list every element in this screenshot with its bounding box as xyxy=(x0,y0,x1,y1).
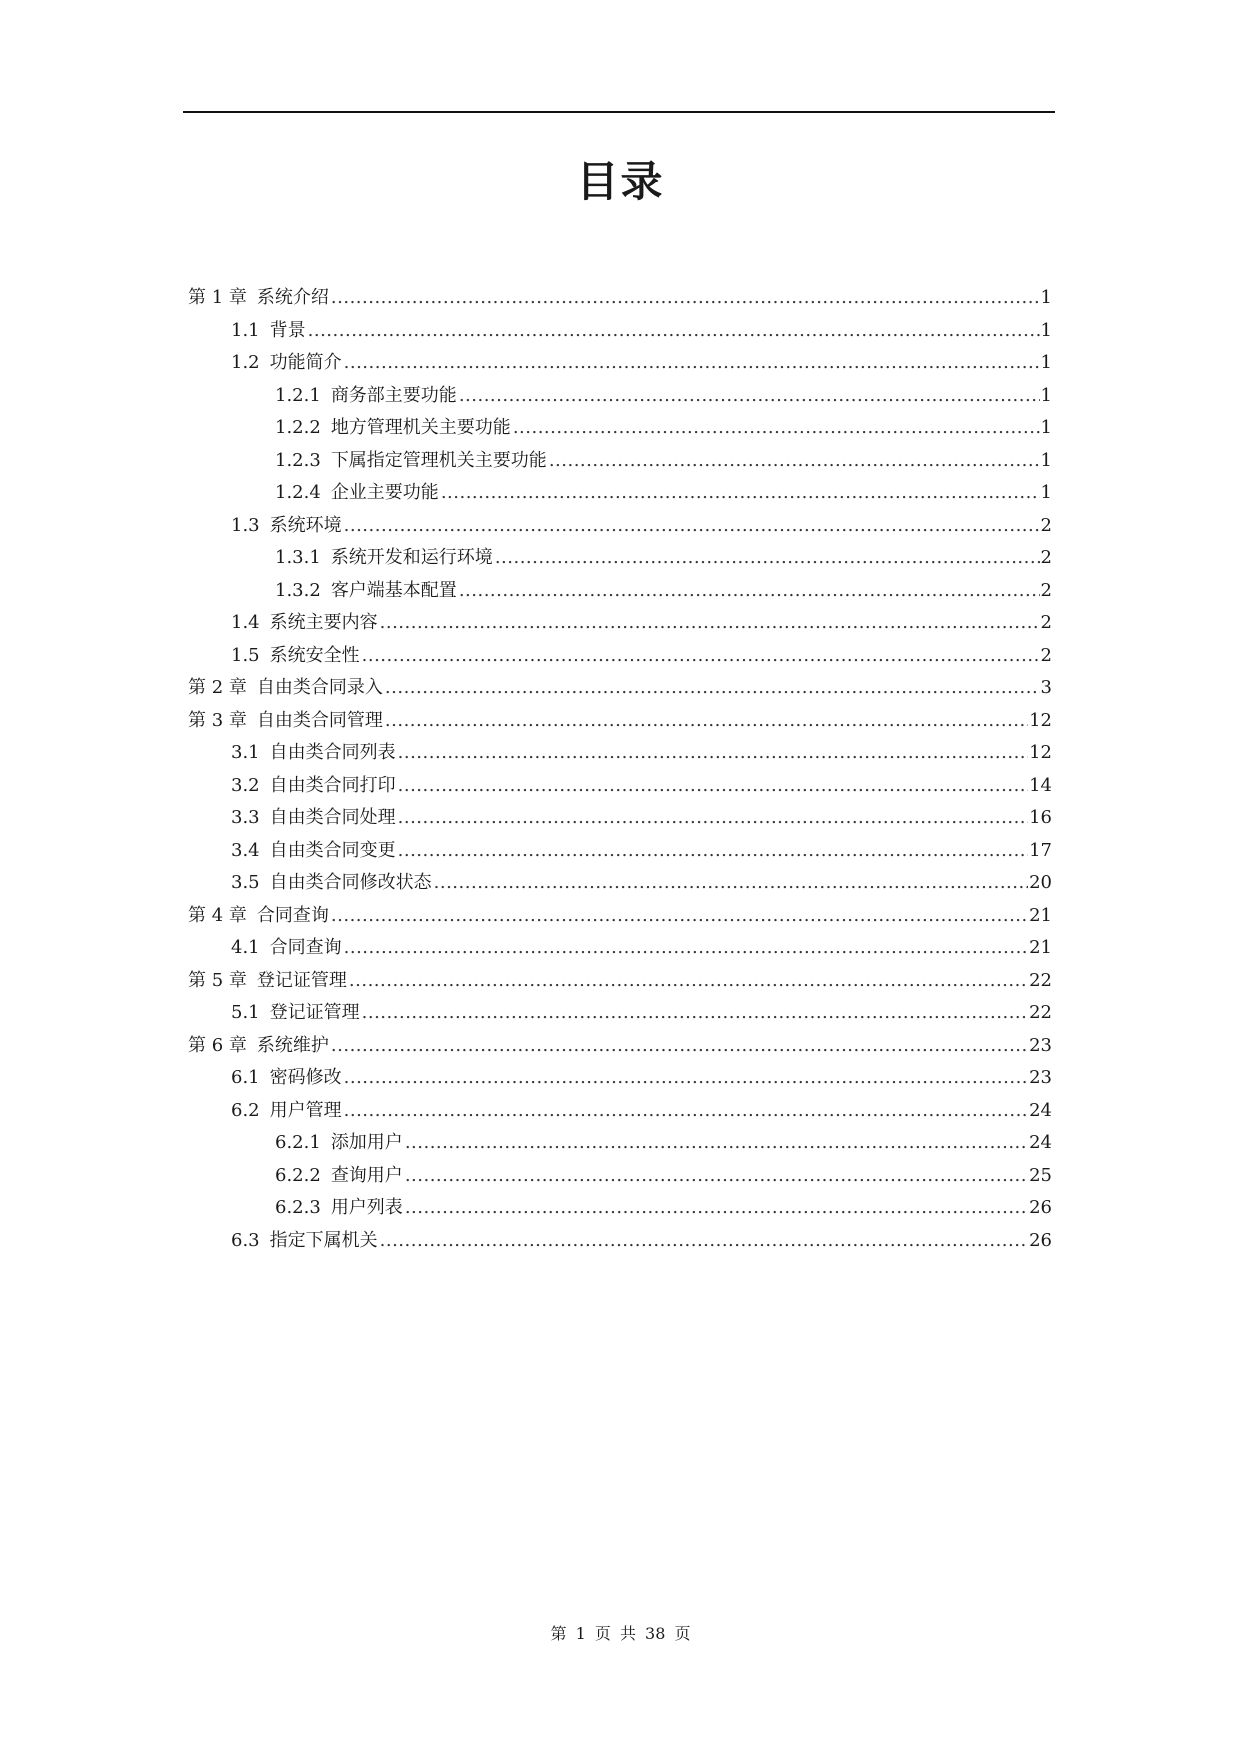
dot-leader xyxy=(434,867,1028,900)
toc-entry-page: 22 xyxy=(1029,969,1052,991)
dot-leader xyxy=(308,315,1040,348)
dot-leader xyxy=(405,1127,1028,1160)
toc-entry-page: 1 xyxy=(1040,352,1052,373)
toc-entry-page: 26 xyxy=(1029,1197,1052,1218)
toc-entry-title: 系统维护 xyxy=(256,1034,329,1056)
toc-entry-page: 1 xyxy=(1040,287,1052,308)
toc-entry-title: 登记证管理 xyxy=(269,1002,360,1023)
toc-entry-number: 3.1 xyxy=(231,742,260,763)
toc-entry-title: 自由类合同列表 xyxy=(269,742,396,763)
toc-entry[interactable] xyxy=(188,672,1052,705)
toc-entry-page: 25 xyxy=(1029,1164,1052,1186)
dot-leader xyxy=(380,607,1040,640)
toc-entry-number: 第 1 章 xyxy=(188,287,247,308)
toc-entry-number: 3.3 xyxy=(231,807,260,828)
toc-entry[interactable] xyxy=(188,1095,1052,1128)
toc-entry-page: 20 xyxy=(1029,872,1052,893)
toc-entry-title: 自由类合同修改状态 xyxy=(269,872,432,893)
toc-entry[interactable] xyxy=(188,477,1052,510)
toc-entry-number: 第 6 章 xyxy=(188,1034,247,1056)
header-rule xyxy=(183,111,1055,113)
dot-leader xyxy=(398,835,1028,868)
toc-entry[interactable] xyxy=(188,867,1052,900)
toc-entry-page: 12 xyxy=(1029,709,1052,731)
toc-entry[interactable] xyxy=(188,575,1052,608)
toc-entry-page: 21 xyxy=(1029,937,1052,958)
toc-entry-page: 1 xyxy=(1040,384,1052,406)
dot-leader xyxy=(385,705,1028,738)
toc-entry-title: 用户列表 xyxy=(330,1197,403,1218)
toc-entry-number: 6.2 xyxy=(231,1099,260,1121)
toc-entry-page: 22 xyxy=(1029,1002,1052,1023)
toc-entry-page: 14 xyxy=(1029,774,1052,796)
toc-entry-number: 1.2.2 xyxy=(275,417,321,438)
dot-leader xyxy=(459,575,1040,608)
toc-entry-page: 2 xyxy=(1040,547,1052,568)
toc-entry-number: 第 5 章 xyxy=(188,969,247,991)
dot-leader xyxy=(380,1225,1028,1258)
toc-entry[interactable] xyxy=(188,380,1052,413)
toc-entry[interactable] xyxy=(188,770,1052,803)
toc-entry-number: 第 2 章 xyxy=(188,677,247,698)
toc-entry-title: 密码修改 xyxy=(269,1067,342,1088)
toc-entry-number: 3.5 xyxy=(231,872,260,893)
toc-entry[interactable] xyxy=(188,997,1052,1030)
toc-entry-page: 24 xyxy=(1029,1132,1052,1153)
toc-entry-title: 自由类合同处理 xyxy=(269,807,396,828)
toc-entry[interactable] xyxy=(188,640,1052,673)
toc-entry[interactable] xyxy=(188,282,1052,315)
toc-entry-number: 1.2.1 xyxy=(275,384,321,406)
toc-entry-page: 1 xyxy=(1040,449,1052,471)
dot-leader xyxy=(344,1095,1028,1128)
toc-entry-title: 功能简介 xyxy=(269,352,342,373)
toc-entry[interactable] xyxy=(188,347,1052,380)
dot-leader xyxy=(331,282,1040,315)
toc-entry-title: 系统开发和运行环境 xyxy=(330,547,493,568)
dot-leader xyxy=(405,1160,1028,1193)
toc-entry[interactable] xyxy=(188,705,1052,738)
dot-leader xyxy=(513,412,1040,445)
toc-entry-title: 用户管理 xyxy=(269,1099,342,1121)
toc-entry-title: 系统安全性 xyxy=(269,644,360,666)
toc-entry-title: 系统主要内容 xyxy=(269,612,378,633)
toc-entry-page: 23 xyxy=(1029,1034,1052,1056)
toc-entry[interactable] xyxy=(188,1225,1052,1258)
dot-leader xyxy=(459,380,1040,413)
page-footer: 第 1 页 共 38 页 xyxy=(550,1624,691,1643)
toc-entry-number: 5.1 xyxy=(231,1002,260,1023)
toc-entry-number: 1.2.3 xyxy=(275,449,321,471)
dot-leader xyxy=(331,900,1028,933)
dot-leader xyxy=(495,542,1040,575)
toc-entry-title: 自由类合同管理 xyxy=(256,709,383,731)
dot-leader xyxy=(398,770,1028,803)
toc-entry[interactable] xyxy=(188,802,1052,835)
toc-entry-title: 自由类合同变更 xyxy=(269,839,396,861)
page-title: 目录 xyxy=(576,157,665,206)
toc-entry-number: 1.5 xyxy=(231,644,260,666)
dot-leader xyxy=(344,510,1040,543)
dot-leader xyxy=(362,997,1028,1030)
toc-entry-number: 6.2.3 xyxy=(275,1197,321,1218)
toc-entry-title: 自由类合同打印 xyxy=(269,774,396,796)
toc-entry-page: 17 xyxy=(1029,839,1052,861)
dot-leader xyxy=(344,932,1028,965)
toc-entry-title: 商务部主要功能 xyxy=(330,384,457,406)
dot-leader xyxy=(441,477,1040,510)
toc-entry-title: 客户端基本配置 xyxy=(330,579,457,601)
dot-leader xyxy=(362,640,1040,673)
toc-entry-number: 1.2 xyxy=(231,352,260,373)
toc-entry[interactable] xyxy=(188,542,1052,575)
toc-entry-page: 26 xyxy=(1029,1229,1052,1251)
toc-entry[interactable] xyxy=(188,1160,1052,1193)
toc-entry-title: 合同查询 xyxy=(256,904,329,926)
toc-entry-number: 第 3 章 xyxy=(188,709,247,731)
toc-entry-number: 1.2.4 xyxy=(275,482,321,503)
toc-entry-number: 1.4 xyxy=(231,612,260,633)
toc-entry-title: 添加用户 xyxy=(330,1132,403,1153)
toc-entry-title: 指定下属机关 xyxy=(269,1229,378,1251)
toc-entry-title: 背景 xyxy=(269,319,306,341)
toc-entry-page: 1 xyxy=(1040,482,1052,503)
toc-entry-page: 2 xyxy=(1040,579,1052,601)
toc-entry-number: 3.2 xyxy=(231,774,260,796)
dot-leader xyxy=(349,965,1028,998)
toc-entry-number: 6.3 xyxy=(231,1229,260,1251)
toc-entry[interactable] xyxy=(188,607,1052,640)
toc-entry-page: 1 xyxy=(1040,417,1052,438)
dot-leader xyxy=(398,802,1028,835)
toc-entry[interactable] xyxy=(188,510,1052,543)
toc-entry-title: 合同查询 xyxy=(269,937,342,958)
dot-leader xyxy=(549,445,1040,478)
toc-entry-title: 自由类合同录入 xyxy=(256,677,383,698)
toc-entry[interactable] xyxy=(188,900,1052,933)
toc-entry-title: 下属指定管理机关主要功能 xyxy=(330,449,547,471)
toc-entry-number: 6.2.1 xyxy=(275,1132,321,1153)
toc-entry-number: 6.1 xyxy=(231,1067,260,1088)
toc-entry-title: 登记证管理 xyxy=(256,969,347,991)
toc-entry-page: 2 xyxy=(1040,514,1052,536)
toc-entry-number: 4.1 xyxy=(231,937,260,958)
toc-entry-number: 3.4 xyxy=(231,839,260,861)
toc-entry[interactable] xyxy=(188,1192,1052,1225)
dot-leader xyxy=(398,737,1028,770)
toc-entry-number: 1.3.1 xyxy=(275,547,321,568)
toc-entry-title: 企业主要功能 xyxy=(330,482,439,503)
toc-entry[interactable] xyxy=(188,1062,1052,1095)
toc-entry[interactable] xyxy=(188,835,1052,868)
toc-entry-number: 第 4 章 xyxy=(188,904,247,926)
toc-entry[interactable] xyxy=(188,1030,1052,1063)
dot-leader xyxy=(331,1030,1028,1063)
toc-entry[interactable] xyxy=(188,445,1052,478)
toc-entry-page: 3 xyxy=(1040,677,1052,698)
toc-entry[interactable] xyxy=(188,412,1052,445)
dot-leader xyxy=(385,672,1040,705)
toc-entry-title: 系统介绍 xyxy=(256,287,329,308)
toc-entry-page: 1 xyxy=(1040,319,1052,341)
toc-entry-number: 1.3 xyxy=(231,514,260,536)
dot-leader xyxy=(344,1062,1028,1095)
toc-entry[interactable] xyxy=(188,932,1052,965)
toc-entry-number: 1.3.2 xyxy=(275,579,321,601)
toc-entry-page: 12 xyxy=(1029,742,1052,763)
toc-entry[interactable] xyxy=(188,737,1052,770)
toc-entry-title: 查询用户 xyxy=(330,1164,403,1186)
toc-entry[interactable] xyxy=(188,965,1052,998)
table-of-contents xyxy=(188,282,1052,1257)
toc-entry-page: 23 xyxy=(1029,1067,1052,1088)
dot-leader xyxy=(344,347,1040,380)
toc-entry-page: 24 xyxy=(1029,1099,1052,1121)
toc-entry-page: 21 xyxy=(1029,904,1052,926)
toc-entry-title: 地方管理机关主要功能 xyxy=(330,417,511,438)
toc-entry-title: 系统环境 xyxy=(269,514,342,536)
toc-entry[interactable] xyxy=(188,1127,1052,1160)
toc-entry-number: 6.2.2 xyxy=(275,1164,321,1186)
toc-entry-page: 2 xyxy=(1040,612,1052,633)
toc-entry-page: 2 xyxy=(1040,644,1052,666)
dot-leader xyxy=(405,1192,1028,1225)
toc-entry[interactable] xyxy=(188,315,1052,348)
toc-entry-page: 16 xyxy=(1029,807,1052,828)
toc-entry-number: 1.1 xyxy=(231,319,260,341)
